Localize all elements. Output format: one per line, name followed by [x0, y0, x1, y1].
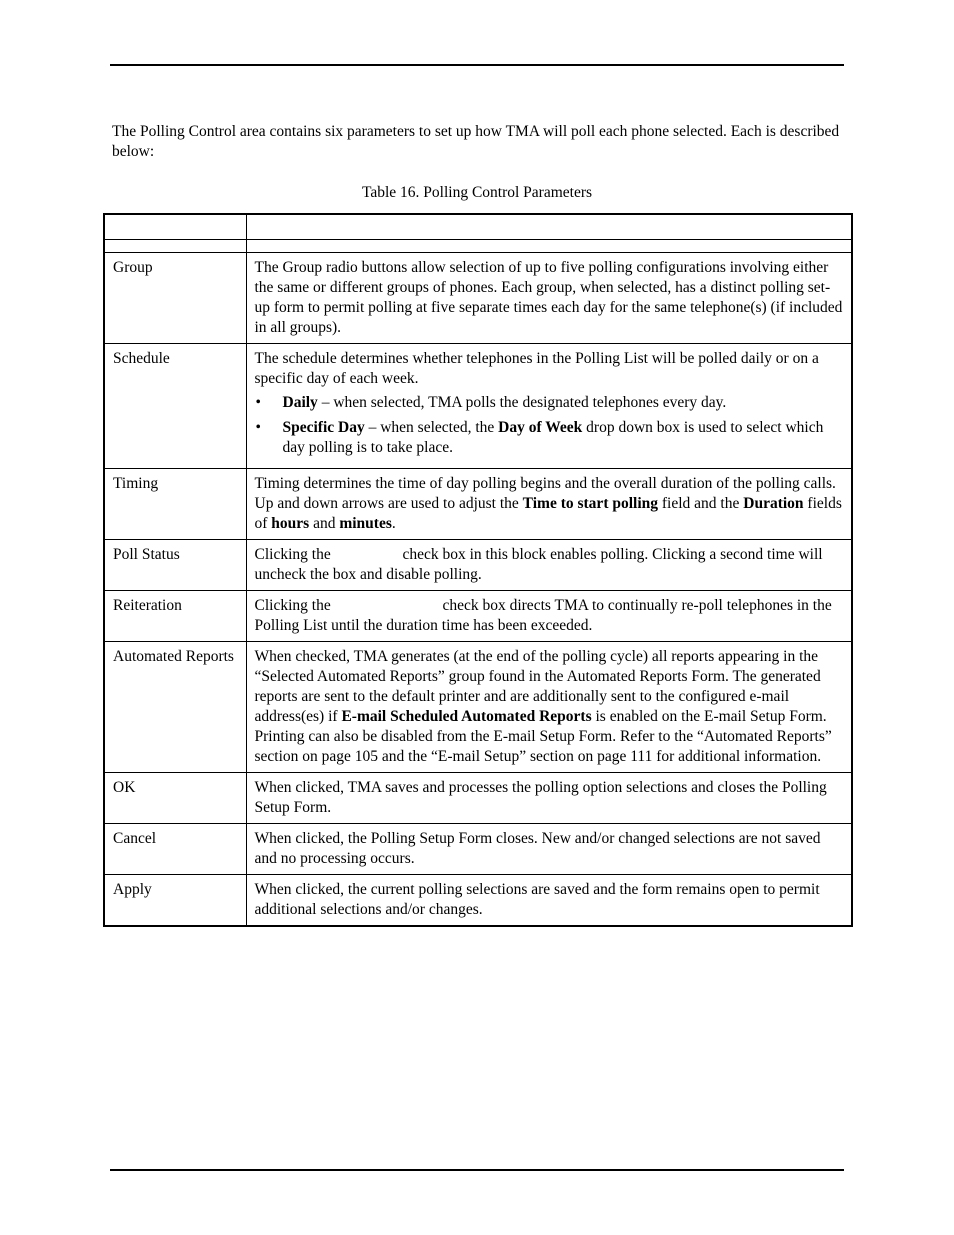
param-name: Automated Reports	[104, 642, 246, 773]
param-description	[246, 469, 852, 540]
desc-text: fields of	[254, 495, 842, 532]
bullet-icon: •	[255, 419, 261, 436]
field-name: minutes	[339, 515, 392, 532]
field-name: E-mail Scheduled Automated Reports	[341, 708, 592, 725]
header-separator	[104, 240, 852, 253]
desc-text: Clicking the	[254, 546, 335, 563]
field-name: hours	[271, 515, 310, 532]
param-description: When clicked, the Polling Setup Form closes. New and/or changed selections are not saved and no processing occurs.	[246, 824, 852, 875]
polling-control-table	[103, 213, 853, 927]
table-row	[104, 773, 852, 824]
param-name: OK	[104, 773, 246, 824]
option-label: Specific Day	[282, 419, 365, 436]
table-row	[104, 591, 852, 642]
table-row	[104, 642, 852, 773]
table-row	[104, 875, 852, 927]
table-row	[104, 540, 852, 591]
bullet-icon: •	[255, 394, 261, 411]
desc-text: and	[309, 515, 340, 532]
option-text: drop down box is used to select which day polling is to take place.	[282, 419, 824, 456]
param-description	[246, 642, 852, 773]
desc-text: .	[391, 515, 396, 532]
schedule-options-list	[255, 393, 844, 458]
list-item	[255, 418, 844, 458]
desc-text: check box in this block enables polling. Clicking a second time will uncheck the box and disable polling.	[254, 546, 823, 583]
desc-text: check box directs TMA to continually re-poll telephones in the Polling List until the duration time has been exceeded.	[254, 597, 832, 634]
table-row	[104, 824, 852, 875]
header-cell-description	[246, 214, 852, 240]
param-description	[246, 591, 852, 642]
param-description	[246, 344, 852, 469]
table-caption: Table 16. Polling Control Parameters	[361, 184, 593, 201]
footer-rule	[110, 1169, 844, 1171]
field-name: Time to start polling	[522, 495, 659, 512]
field-name: Duration	[743, 495, 804, 512]
option-text: – when selected, TMA polls the designated telephones every day.	[317, 394, 727, 411]
table-row	[104, 469, 852, 540]
param-name: Apply	[104, 875, 246, 927]
list-item	[255, 393, 844, 413]
option-text: – when selected, the	[364, 419, 499, 436]
param-description: When clicked, TMA saves and processes the polling option selections and closes the Polling Setup Form.	[246, 773, 852, 824]
schedule-intro: The schedule determines whether telephones in the Polling List will be polled daily or on a specific day of each week.	[254, 350, 819, 387]
param-name: Cancel	[104, 824, 246, 875]
param-description	[246, 540, 852, 591]
param-name: Poll Status	[104, 540, 246, 591]
header-cell-parameter	[104, 214, 246, 240]
table-row	[104, 344, 852, 469]
desc-text: When checked, TMA generates (at the end of the polling cycle) all reports appearing in the “Selected Automated Reports” group found in the Automated Reports Form. The generated reports are sent to the default printer and are additionally sent to the configured e-mail address(es) if	[254, 648, 821, 725]
header-rule	[110, 64, 844, 66]
desc-text: Timing determines the time of day polling begins and the overall duration of the polling calls. Up and down arrows are used to adjust the	[254, 475, 836, 512]
desc-text: field and the	[658, 495, 744, 512]
table-header-row	[104, 214, 852, 240]
table-row	[104, 253, 852, 344]
param-name: Timing	[104, 469, 246, 540]
desc-text: Clicking the	[254, 597, 335, 614]
field-name: Day of Week	[498, 419, 583, 436]
param-name: Reiteration	[104, 591, 246, 642]
param-description: When clicked, the current polling selections are saved and the form remains open to permit additional selections and/or changes.	[246, 875, 852, 927]
param-name: Schedule	[104, 344, 246, 469]
param-name: Group	[104, 253, 246, 344]
intro-paragraph: The Polling Control area contains six parameters to set up how TMA will poll each phone selected. Each is described below:	[112, 123, 840, 160]
desc-text: is enabled on the E-mail Setup Form. Printing can also be disabled from the E-mail Setup Form. Refer to the “Automated Reports” section on page 105 and the “E-mail Setup” section on page 111 for additional information.	[254, 708, 832, 765]
param-description: The Group radio buttons allow selection of up to five polling configurations involving either the same or different groups of phones. Each group, when selected, has a distinct polling set-up form to permit polling at five separate times each day for the same telephone(s) (if included in all groups).	[246, 253, 852, 344]
option-label: Daily	[282, 394, 318, 411]
